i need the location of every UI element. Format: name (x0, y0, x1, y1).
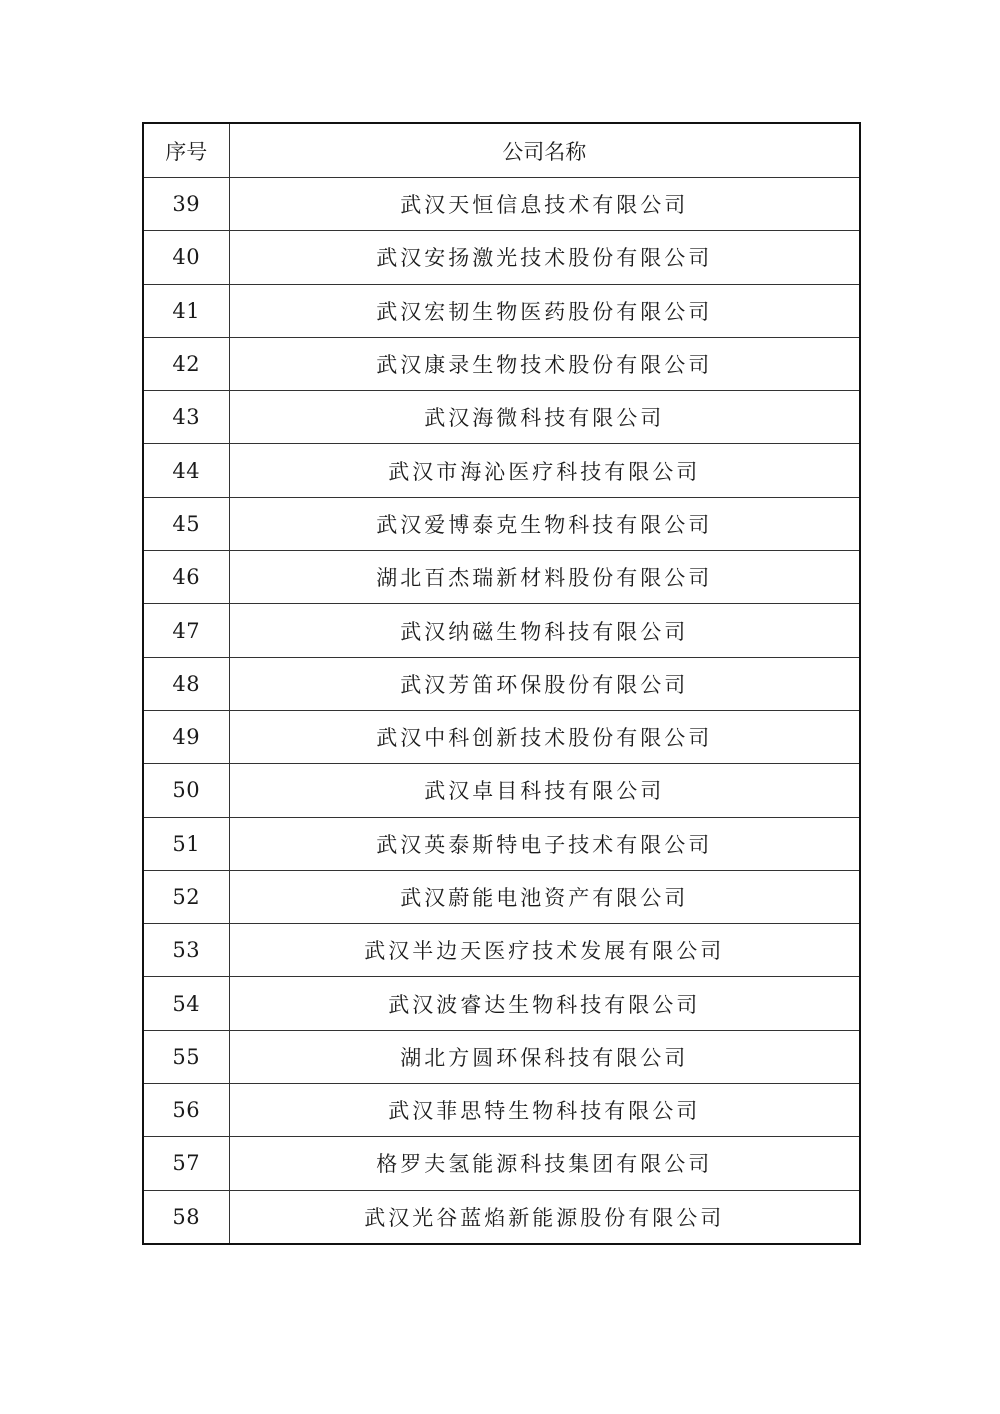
table-row (143, 497, 860, 550)
row-index: 51 (143, 817, 229, 870)
row-index: 48 (143, 657, 229, 710)
row-company-name: 武汉卓目科技有限公司 (229, 764, 860, 817)
table-row (143, 764, 860, 817)
table-row (143, 1084, 860, 1137)
table-row (143, 337, 860, 390)
row-index: 56 (143, 1084, 229, 1137)
company-table (142, 122, 861, 1245)
table-row (143, 924, 860, 977)
row-index: 49 (143, 710, 229, 763)
row-company-name: 武汉纳磁生物科技有限公司 (229, 604, 860, 657)
row-index: 45 (143, 497, 229, 550)
table-row (143, 444, 860, 497)
row-company-name: 武汉安扬激光技术股份有限公司 (229, 231, 860, 284)
row-index: 58 (143, 1190, 229, 1244)
row-company-name: 武汉芳笛环保股份有限公司 (229, 657, 860, 710)
row-company-name: 武汉海微科技有限公司 (229, 391, 860, 444)
row-index: 57 (143, 1137, 229, 1190)
row-index: 43 (143, 391, 229, 444)
row-company-name: 武汉英泰斯特电子技术有限公司 (229, 817, 860, 870)
table-row (143, 1137, 860, 1190)
table-row (143, 604, 860, 657)
row-index: 50 (143, 764, 229, 817)
row-company-name: 武汉半边天医疗技术发展有限公司 (229, 924, 860, 977)
table-row (143, 231, 860, 284)
table-row (143, 657, 860, 710)
row-index: 47 (143, 604, 229, 657)
row-index: 44 (143, 444, 229, 497)
table-row (143, 710, 860, 763)
table-row (143, 817, 860, 870)
row-index: 42 (143, 337, 229, 390)
row-company-name: 武汉蔚能电池资产有限公司 (229, 870, 860, 923)
header-company-name: 公司名称 (229, 123, 860, 178)
table-row (143, 178, 860, 231)
table-header-row (143, 123, 860, 178)
row-company-name: 武汉宏韧生物医药股份有限公司 (229, 284, 860, 337)
row-company-name: 武汉市海沁医疗科技有限公司 (229, 444, 860, 497)
row-index: 53 (143, 924, 229, 977)
row-company-name: 武汉波睿达生物科技有限公司 (229, 977, 860, 1030)
row-company-name: 武汉爱博泰克生物科技有限公司 (229, 497, 860, 550)
row-index: 52 (143, 870, 229, 923)
row-index: 40 (143, 231, 229, 284)
row-company-name: 湖北方圆环保科技有限公司 (229, 1030, 860, 1083)
table-row (143, 1190, 860, 1244)
row-company-name: 格罗夫氢能源科技集团有限公司 (229, 1137, 860, 1190)
row-index: 41 (143, 284, 229, 337)
row-company-name: 武汉天恒信息技术有限公司 (229, 178, 860, 231)
row-index: 46 (143, 551, 229, 604)
header-index: 序号 (143, 123, 229, 178)
row-company-name: 武汉光谷蓝焰新能源股份有限公司 (229, 1190, 860, 1244)
table-row (143, 977, 860, 1030)
table-row (143, 551, 860, 604)
table-row (143, 1030, 860, 1083)
row-company-name: 武汉菲思特生物科技有限公司 (229, 1084, 860, 1137)
table-row (143, 870, 860, 923)
table-row (143, 391, 860, 444)
row-index: 55 (143, 1030, 229, 1083)
row-company-name: 武汉康录生物技术股份有限公司 (229, 337, 860, 390)
table-row (143, 284, 860, 337)
row-company-name: 湖北百杰瑞新材料股份有限公司 (229, 551, 860, 604)
row-company-name: 武汉中科创新技术股份有限公司 (229, 710, 860, 763)
row-index: 54 (143, 977, 229, 1030)
row-index: 39 (143, 178, 229, 231)
